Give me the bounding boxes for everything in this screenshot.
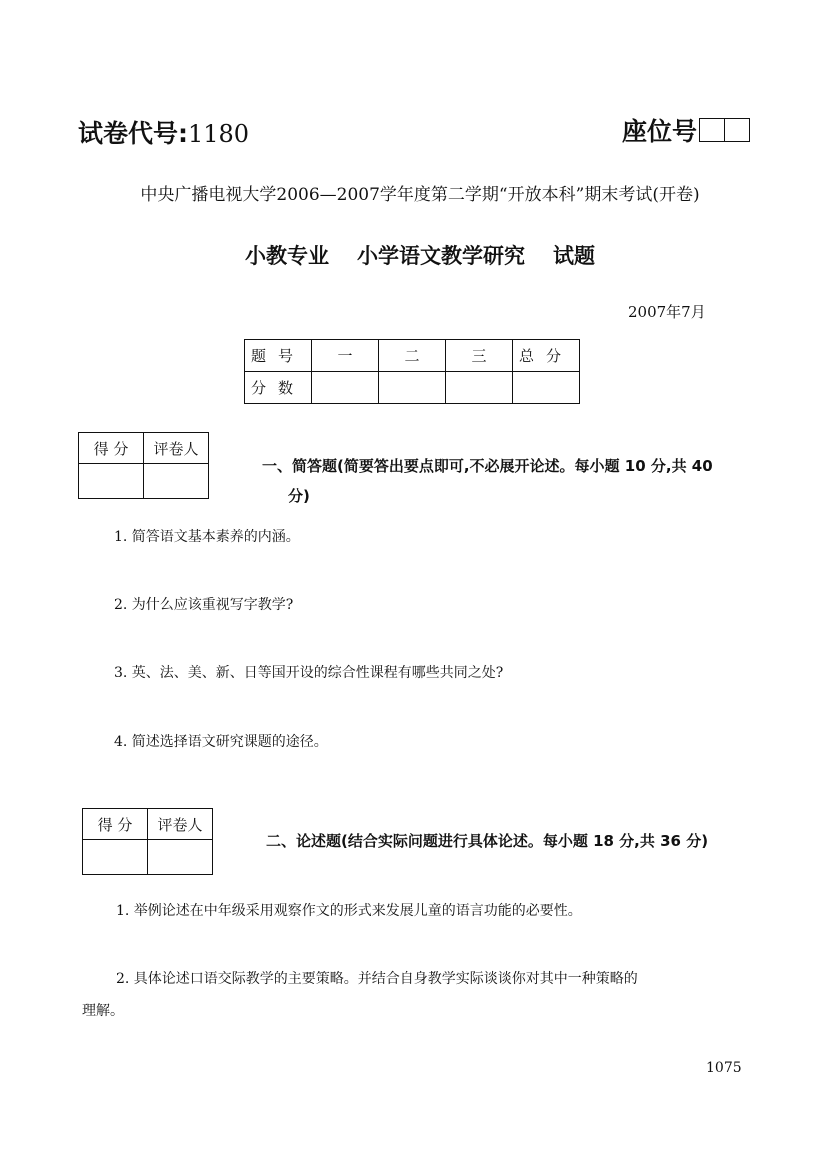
grader-box-section1: [78, 432, 209, 499]
score-cell[interactable]: [513, 372, 580, 404]
seat-label: 座位号: [622, 117, 698, 146]
grader-score-cell[interactable]: [79, 464, 144, 499]
score-row-label: 分数: [245, 372, 312, 404]
section1-question-4: 4. 简述选择语文研究课题的途径。: [114, 734, 328, 750]
grader-score-label: 得 分: [83, 809, 148, 840]
grader-name-label: 评卷人: [144, 433, 209, 464]
grader-name-label: 评卷人: [148, 809, 213, 840]
score-header-cell: 二: [379, 340, 446, 372]
score-header-cell: 三: [446, 340, 513, 372]
section1-heading-line1: 一、简答题(简要答出要点即可,不必展开论述。每小题 10 分,共 40: [262, 457, 713, 475]
score-header-cell: 题号: [245, 340, 312, 372]
section1-heading-line2: 分): [288, 487, 310, 505]
exam-date: 2007年7月: [628, 303, 706, 321]
score-table-value-row: [245, 372, 580, 404]
title-major: 小教专业: [245, 244, 329, 268]
title-type: 试题: [553, 244, 595, 268]
score-table: [244, 339, 580, 404]
grader-score-cell[interactable]: [83, 840, 148, 875]
score-cell[interactable]: [312, 372, 379, 404]
seat-box-2[interactable]: [725, 118, 750, 142]
page-number: 1075: [706, 1060, 742, 1076]
grader-name-cell[interactable]: [148, 840, 213, 875]
score-header-cell: 总分: [513, 340, 580, 372]
section2-question-2: 2. 具体论述口语交际教学的主要策略。并结合自身教学实际谈谈你对其中一种策略的: [116, 971, 638, 987]
paper-code-number: 1180: [188, 120, 250, 148]
paper-code-label: 试卷代号:: [78, 119, 188, 148]
section1-question-2: 2. 为什么应该重视写字教学?: [114, 597, 294, 613]
section1-heading: [262, 451, 762, 511]
seat-box-1[interactable]: [699, 118, 725, 142]
exam-subtitle: 中央广播电视大学2006—2007学年度第二学期“开放本科”期末考试(开卷): [140, 185, 700, 205]
section1-question-1: 1. 简答语文基本素养的内涵。: [114, 529, 300, 545]
score-cell[interactable]: [379, 372, 446, 404]
grader-score-label: 得 分: [79, 433, 144, 464]
seat-boxes: [699, 118, 750, 142]
section2-question-2-cont: 理解。: [82, 1003, 124, 1019]
score-header-cell: 一: [312, 340, 379, 372]
seat-number: [622, 112, 750, 148]
section2-question-1: 1. 举例论述在中年级采用观察作文的形式来发展儿童的语言功能的必要性。: [116, 903, 582, 919]
paper-code: [78, 114, 249, 150]
score-cell[interactable]: [446, 372, 513, 404]
section1-question-3: 3. 英、法、美、新、日等国开设的综合性课程有哪些共同之处?: [114, 665, 504, 681]
grader-box-section2: [82, 808, 213, 875]
title-course: 小学语文教学研究: [357, 244, 525, 268]
score-table-header-row: [245, 340, 580, 372]
grader-name-cell[interactable]: [144, 464, 209, 499]
section2-heading: 二、论述题(结合实际问题进行具体论述。每小题 18 分,共 36 分): [266, 832, 709, 850]
exam-title: [0, 240, 830, 270]
